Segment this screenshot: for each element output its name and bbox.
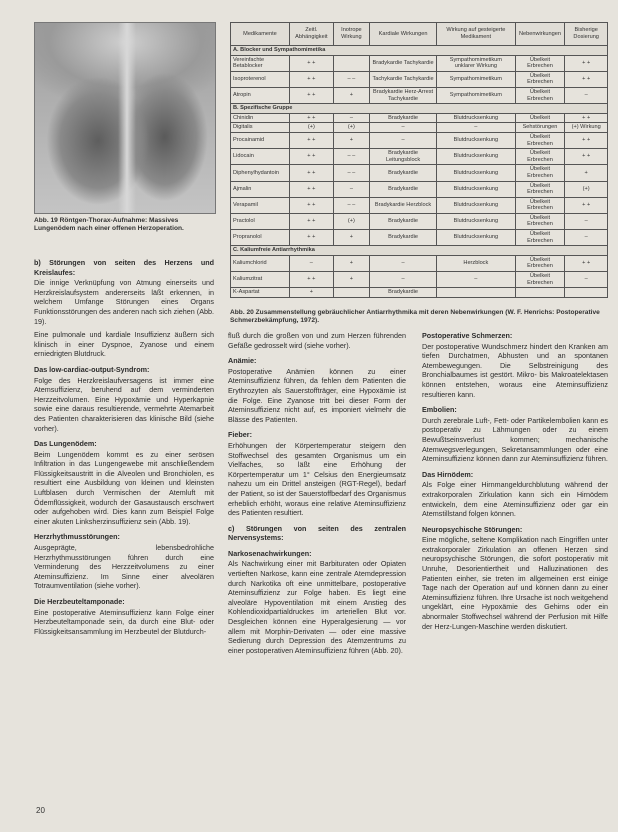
section-heading: c) Störungen von seiten des zentralen Nervensystems: [228, 523, 406, 543]
table-cell: (+) [565, 181, 608, 197]
table-cell: – – [333, 197, 369, 213]
section-heading: Die Herzbeuteltamponade: [34, 597, 125, 606]
section-heading: Embolien: [422, 405, 457, 415]
drug-name-cell: Practolol [231, 213, 290, 229]
table-cell: + + [565, 71, 608, 87]
table-cell: – [565, 87, 608, 103]
table-row [231, 123, 608, 133]
antiarrhythmics-table [230, 22, 608, 298]
middle-text-column [228, 331, 406, 659]
table-cell: Übelkeit Erbrechen [515, 197, 565, 213]
table-cell: – [370, 132, 437, 148]
table-header-cell: Nebenwirkungen [515, 23, 565, 46]
table-cell: + + [289, 213, 333, 229]
paragraph: Die innige Verknüpfung von Atmung einerseits und Herzkreislaufsystem andererseits läßt erkennen, in welchem Umfange Störungen eines Organs Funktionsstörungen des anderen nach sich ziehen (Abb. 19). [34, 278, 214, 326]
table-cell: + + [565, 132, 608, 148]
figure-19-caption: Abb. 19 Röntgen-Thorax-Aufnahme: Massives Lungenödem nach einer offenen Herzoperation. [34, 217, 184, 232]
paragraph: Eine pulmonale und kardiale Insuffizienz äußern sich klinisch in einer Dyspnoe, Zyanose und einem erniedrigten Blutdruck. [34, 330, 214, 359]
table-header-cell: Bisherige Dosierung [565, 23, 608, 46]
section-heading: Anämie: [228, 356, 257, 366]
table-cell: – [333, 113, 369, 123]
table-cell: + + [565, 197, 608, 213]
table-cell: Übelkeit Erbrechen [515, 132, 565, 148]
drug-name-cell: Digitalis [231, 123, 290, 133]
table-row [231, 87, 608, 103]
section-title: C. Kaliumfreie Antiarrhythmika [231, 246, 608, 256]
section-heading: Das Hirnödem: [422, 469, 474, 479]
table-cell: + + [289, 55, 333, 71]
table-cell: – [370, 255, 437, 271]
xray-image [34, 22, 216, 214]
table-cell: Übelkeit Erbrechen [515, 213, 565, 229]
table-cell: Bradykardie Herz-Arrest Tachykardie [370, 87, 437, 103]
table-cell: + + [565, 55, 608, 71]
table-cell: – [565, 272, 608, 288]
table-header-cell: Kardiale Wirkungen [370, 23, 437, 46]
table-row [231, 149, 608, 165]
paragraph: Der postoperative Wundschmerz hindert den Kranken am tiefen Durchatmen, Abhusten und an spontanen Atembewegungen. Die Selbstreinigung des Bronchialbaumes ist gestört. Mikro- bis Makroatelektasen können entstehen, woraus eine Ateminsuffizienz resultieren kann. [422, 341, 608, 399]
table-cell: – [333, 181, 369, 197]
table-cell: Sehstörungen [515, 123, 565, 133]
table-cell: – – [333, 71, 369, 87]
table-cell: Blutdrucksenkung [437, 181, 516, 197]
table-cell: – [437, 123, 516, 133]
table-cell: Übelkeit Erbrechen [515, 272, 565, 288]
table-cell: Bradykardie [370, 181, 437, 197]
table-cell: Blutdrucksenkung [437, 165, 516, 181]
table-row [231, 272, 608, 288]
table-cell: Bradykardie Leitungsblock [370, 149, 437, 165]
paragraph: Ausgeprägte, lebensbedrohliche Herzrhythmusstörungen führen durch eine Verminderung des Herzzeitvolumens zu einer Ateminsuffizienz. Im Sinne einer alveolären Totraumventilation (siehe vorher). [34, 543, 214, 591]
table-row [231, 113, 608, 123]
drug-name-cell: Kaliumchlorid [231, 255, 290, 271]
table-cell: – – [333, 165, 369, 181]
right-text-column [422, 331, 608, 635]
table-cell: + [333, 230, 369, 246]
table-cell: + + [289, 149, 333, 165]
table-cell: Bradykardie [370, 113, 437, 123]
table-cell: Übelkeit Erbrechen [515, 230, 565, 246]
table-row [231, 288, 608, 298]
table-cell: – – [333, 149, 369, 165]
table-row [231, 165, 608, 181]
figure-20-caption: Abb. 20 Zusammenstellung gebräuchlicher Antiarrhythmika mit deren Nebenwirkungen (W. F. Henrichs: Postoperative Schmerzbekämpfung, 1972). [230, 309, 600, 324]
drug-name-cell: Atropin [231, 87, 290, 103]
table-cell [437, 288, 516, 298]
paragraph: fluß durch die großen von und zum Herzen führenden Gefäße gedrosselt wird (siehe vorher). [228, 331, 406, 350]
table-cell: Blutdrucksenkung [437, 149, 516, 165]
table-cell: – [565, 213, 608, 229]
table-cell [333, 288, 369, 298]
table-cell: (+) [333, 213, 369, 229]
table-cell: + + [565, 113, 608, 123]
paragraph: Erhöhungen der Körpertemperatur steigern den Stoffwechsel des gesamten Organismus um ein Vielfaches, so läßt eine Erhöhung der Körpertemperatur um 1° Celsius den Energieumsatz nahezu um ein Drittel ansteigen (RGT-Regel), bedarf der Patient, so ist der Sauerstoffbedarf des Organismus erheblich erhöht, woraus eine relative Ateminsuffizienz des Patienten resultiert. [228, 440, 406, 518]
table-section-row [231, 104, 608, 114]
page-number: 20 [36, 806, 45, 815]
drug-name-cell: K-Aspartat [231, 288, 290, 298]
table-header-cell: Medikamente [231, 23, 290, 46]
table-row [231, 213, 608, 229]
table-cell: Übelkeit Erbrechen [515, 71, 565, 87]
section-heading: Postoperative Schmerzen: [422, 331, 513, 340]
table-cell: Übelkeit Erbrechen [515, 165, 565, 181]
table-cell: – [370, 123, 437, 133]
table-cell: Tachykardie Tachykardie [370, 71, 437, 87]
paragraph: Folge des Herzkreislaufversagens ist immer eine Atemsuffizienz, beruhend auf dem verminderten Herzzeitvolumen. Eine Hypoxämie und Hyperkapnie sowie eine daraus resultierende, vermehrte Atemarbeit des Patienten charakterisieren das klinische Bild (siehe vorher). [34, 375, 214, 433]
table-cell: + [333, 272, 369, 288]
paragraph: Als Nachwirkung einer mit Barbituraten oder Opiaten vertieften Narkose, kann eine zentrale Atemdepression durch Narkotika oft eine unmittelbare, postoperative Ateminsuffizienz zur Folge haben. Es liegt eine alveoläre Hypoventilation mit einem Anstieg des Kohlendioxidpartialdruckes im arteriellen Blut vor. Desgleichen können eine Hyperalgesierung — vor allem mit Morphin-Derivaten — oder eine massive Sedierung durch Depression des Atemzentrums zu einer postoperativen Ateminsuffizienz führen (Abb. 20). [228, 559, 406, 655]
table-cell: – [370, 272, 437, 288]
table-section-row [231, 46, 608, 56]
table-row [231, 55, 608, 71]
table-cell: + + [565, 255, 608, 271]
table-cell: + + [289, 230, 333, 246]
table-cell [565, 288, 608, 298]
paragraph: Eine postoperative Ateminsuffizienz kann Folge einer Herzbeuteltamponade sein, da durch eine Blut- oder Flüssigkeitsansammlung im Herzbeutel der Blutdurch- [34, 607, 214, 636]
paragraph: Durch zerebrale Luft-, Fett- oder Partikelembolien kann es postoperativ zu Lähmungen oder zu einem Bewußtseinsverlust kommen; mechanische Atemwegsverlegungen, Sekretansammlungen oder eine Ateminsuffizienz können dann zur Ateminsuffizienz führen. [422, 415, 608, 464]
table-row [231, 181, 608, 197]
table-cell: + + [289, 197, 333, 213]
table-cell: + [333, 132, 369, 148]
table-cell: Sympathomimetikum [437, 71, 516, 87]
section-title: A. Blocker und Sympathomimetika [231, 46, 608, 56]
table-cell: Bradykardie [370, 165, 437, 181]
table-cell: (+) [333, 123, 369, 133]
table-cell: Bradykardie [370, 213, 437, 229]
table-cell: Bradykardie [370, 230, 437, 246]
table-cell: + + [289, 165, 333, 181]
paragraph: Postoperative Anämien können zu einer Ateminsuffizienz führen, da fehlen dem Patienten die Erythrozyten als Sauerstoffträger, eine Hypoxämie ist die Folge. Eine Zyanose tritt bei dieser Form der Ateminsuffizienz nicht auf, es imponiert vielmehr die Blässe des Patienten. [228, 366, 406, 424]
table-cell: Übelkeit Erbrechen [515, 87, 565, 103]
drug-name-cell: Procainamid [231, 132, 290, 148]
drug-name-cell: Isoproterenol [231, 71, 290, 87]
section-title: B. Spezifische Gruppe [231, 104, 608, 114]
table-cell: Übelkeit Erbrechen [515, 255, 565, 271]
table-cell: Herzblock [437, 255, 516, 271]
table-cell: + + [289, 272, 333, 288]
table-cell: Sympathomimetikum unklarer Wirkung [437, 55, 516, 71]
paragraph: Beim Lungenödem kommt es zu einer serösen Infiltration in das Lungengewebe mit anschließendem Flüssigkeitsaustritt in die Alveolen und Bronchiolen, es resultiert eine Ausbildung von kleinen und kleinsten Luftblasen durch Vermischen der Atemluft mit Ödemflüssigkeit, wodurch der Gasaustausch erschwert oder aufgehoben wird. Dies kann zum Beispiel Folge einer akuten Linksherzinsuffizienz sein (Abb. 19). [34, 449, 214, 526]
table-body [231, 46, 608, 298]
table-cell: + + [289, 132, 333, 148]
table-cell: Übelkeit Erbrechen [515, 149, 565, 165]
table-cell: + + [565, 149, 608, 165]
drug-name-cell: Chinidin [231, 113, 290, 123]
table-header-row [231, 23, 608, 46]
table-row [231, 230, 608, 246]
table-cell: – [289, 255, 333, 271]
table-cell: Übelkeit Erbrechen [515, 181, 565, 197]
table-row [231, 255, 608, 271]
table-cell: – [437, 272, 516, 288]
table-header-cell: Wirkung auf gesteigerte Medikament [437, 23, 516, 46]
drug-name-cell: Propranolol [231, 230, 290, 246]
section-heading: Fieber: [228, 430, 252, 440]
table-header-cell: Inotrope Wirkung [333, 23, 369, 46]
table-cell: Blutdrucksenkung [437, 213, 516, 229]
table-cell: (+) [289, 123, 333, 133]
table-cell: Bradykardie Tachykardie [370, 55, 437, 71]
table-cell: + + [289, 71, 333, 87]
table-cell: (+) Wirkung [565, 123, 608, 133]
table-cell: + + [289, 113, 333, 123]
table-row [231, 132, 608, 148]
table-cell: + [289, 288, 333, 298]
table-row [231, 71, 608, 87]
paragraph: Als Folge einer Hirnmangeldurchblutung während der extrakorporalen Zirkulation kann sich ein Hirnödem entwickeln, dem eine Ateminsuffizienz oder gar ein Atemstillstand folgen können. [422, 480, 608, 519]
table-cell: Blutdrucksenkung [437, 113, 516, 123]
table-cell: Übelkeit [515, 113, 565, 123]
table-header-cell: Zeitl. Abhängigkeit [289, 23, 333, 46]
table-cell: – [565, 230, 608, 246]
table-cell: Sympathomimetikum [437, 87, 516, 103]
drug-name-cell: Diphenylhydantoin [231, 165, 290, 181]
drug-name-cell: Verapamil [231, 197, 290, 213]
table-cell: + [333, 87, 369, 103]
table-cell: + [333, 255, 369, 271]
section-heading: b) Störungen von seiten des Herzens und Kreislaufes: [34, 258, 214, 277]
section-heading: Narkosenachwirkungen: [228, 548, 312, 558]
drug-name-cell: Ajmalin [231, 181, 290, 197]
section-heading: Das low-cardiac-output-Syndrom: [34, 364, 150, 374]
section-heading: Herzrhythmusstörungen: [34, 532, 120, 542]
table-cell: Bradykardie [370, 288, 437, 298]
drug-name-cell: Lidocain [231, 149, 290, 165]
paragraph: Eine mögliche, seltene Komplikation nach Eingriffen unter extrakorporaler Zirkulation an offenen Herzen sind neuropsychische Störungen, die sofort postoperativ mit Unruhe, Desorientiertheit und Halluzinationen des Patienten einher, sie treten im allgemeinen erst einige Tage nach der Operation auf und können dann zu einer Ateminsuffizienz führen. Ihre Ursache ist noch weitgehend ungeklärt, eine Hypoxämie des Gehirns oder ein abnormaler Stoffwechsel während der Perfusion mit Hilfe der Herz-Lungen-Maschine werden diskutiert. [422, 535, 608, 631]
section-heading: Das Lungenödem: [34, 439, 97, 449]
table-cell: + + [289, 87, 333, 103]
left-text-column [34, 258, 214, 640]
table-cell: Blutdrucksenkung [437, 230, 516, 246]
table-section-row [231, 246, 608, 256]
table-cell: Bradykardie Herzblock [370, 197, 437, 213]
section-heading: Neuropsychische Störungen: [422, 524, 523, 534]
drug-name-cell: Kaliumzitrat [231, 272, 290, 288]
table-row [231, 197, 608, 213]
drug-name-cell: Vereinfachte Betablocker [231, 55, 290, 71]
table-cell [333, 55, 369, 71]
table-cell: Blutdrucksenkung [437, 197, 516, 213]
table-cell: + [565, 165, 608, 181]
table-cell [515, 288, 565, 298]
table-cell: + + [289, 181, 333, 197]
table-cell: Übelkeit Erbrechen [515, 55, 565, 71]
table-cell: Blutdrucksenkung [437, 132, 516, 148]
